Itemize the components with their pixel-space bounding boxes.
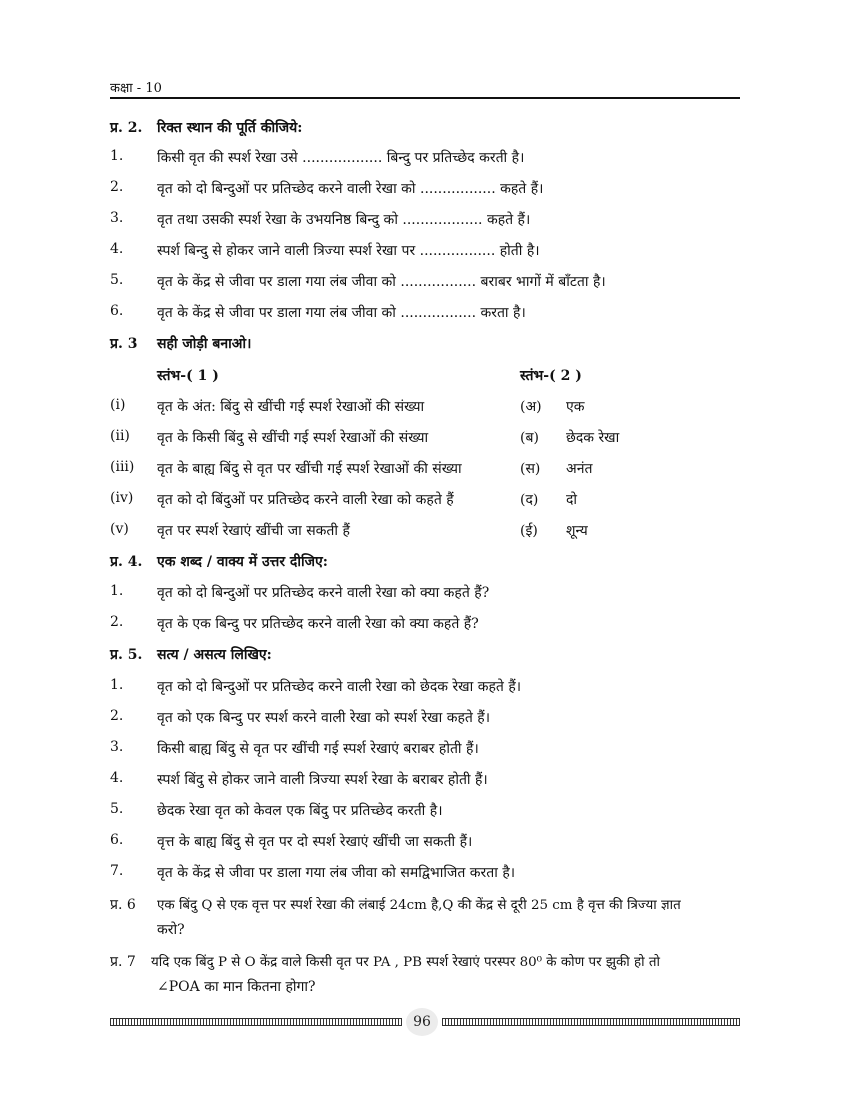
q3-number: प्र. 3	[110, 336, 138, 352]
q5-item-text: वृत को दो बिन्दुओं पर प्रतिच्छेद करने वाली रेखा को छेदक रेखा कहते हैं।	[157, 679, 522, 695]
q2-item-text: वृत के केंद्र से जीवा पर डाला गया लंब जीवा को ................. करता है।	[157, 305, 526, 321]
q5-item-number: 6.	[110, 832, 124, 848]
match-row-left: वृत के किसी बिंदु से खींची गई स्पर्श रेखाओं की संख्या	[157, 430, 429, 446]
column-1-header: स्तंभ-( 1 )	[157, 368, 219, 384]
match-row-key: (ई)	[520, 523, 538, 539]
header-rule	[110, 97, 740, 99]
q2-title: रिक्त स्थान की पूर्ति कीजिये:	[157, 120, 303, 136]
match-row-number: (iii)	[110, 459, 135, 475]
q5-item-number: 7.	[110, 863, 124, 879]
q5-item-number: 3.	[110, 739, 124, 755]
q5-item-text: किसी बाह्य बिंदु से वृत पर खींची गई स्पर्श रेखाएं बराबर होती हैं।	[157, 741, 479, 757]
match-row-left: वृत पर स्पर्श रेखाएं खींची जा सकती हैं	[157, 523, 350, 539]
q6-text-line-2: करो?	[157, 922, 185, 938]
q3-title: सही जोड़ी बनाओ।	[157, 336, 252, 352]
match-row-left: वृत को दो बिंदुओं पर प्रतिच्छेद करने वाली रेखा को कहते हैं	[157, 492, 454, 508]
q4-title: एक शब्द / वाक्य में उत्तर दीजिए:	[157, 554, 328, 570]
match-row-right: एक	[566, 399, 585, 415]
match-row-number: (iv)	[110, 490, 134, 506]
q2-item-text: वृत के केंद्र से जीवा पर डाला गया लंब जीवा को ................. बराबर भागों में बाँटता है।	[157, 274, 606, 290]
q5-title: सत्य / असत्य लिखिए:	[157, 647, 272, 663]
q5-item-text: वृत को एक बिन्दु पर स्पर्श करने वाली रेखा को स्पर्श रेखा कहते हैं।	[157, 710, 491, 726]
q2-item-number: 6.	[110, 303, 124, 319]
q7-text-line-2: ∠POA का मान कितना होगा?	[157, 979, 316, 995]
q5-item-number: 2.	[110, 708, 124, 724]
q2-item-number: 4.	[110, 241, 124, 257]
q5-item-text: वृत्त के बाह्य बिंदु से वृत पर दो स्पर्श रेखाएं खींची जा सकती हैं।	[157, 834, 473, 850]
q6-text-line-1: एक बिंदु Q से एक वृत्त पर स्पर्श रेखा की लंबाई 24cm है,Q की केंद्र से दूरी 25 cm है वृत्त की त्रिज्या ज्ञात	[157, 898, 681, 913]
q2-item-text: वृत को दो बिन्दुओं पर प्रतिच्छेद करने वाली रेखा को ................. कहते हैं।	[157, 181, 544, 197]
match-row-key: (द)	[520, 492, 539, 508]
match-row-left: वृत के अंत: बिंदु से खींची गई स्पर्श रेखाओं की संख्या	[157, 399, 425, 415]
match-row-key: (अ)	[520, 399, 542, 415]
match-row-left: वृत के बाह्य बिंदु से वृत पर खींची गई स्पर्श रेखाओं की संख्या	[157, 461, 462, 477]
q2-number: प्र. 2.	[110, 120, 143, 136]
q2-item-text: वृत तथा उसकी स्पर्श रेखा के उभयनिष्ठ बिन्दु को .................. कहते हैं।	[157, 212, 531, 228]
column-2-header: स्तंभ-( 2 )	[520, 368, 582, 384]
class-label: कक्षा - 10	[110, 81, 162, 96]
q5-item-text: छेदक रेखा वृत को केवल एक बिंदु पर प्रतिच्छेद करती है।	[157, 803, 443, 819]
q5-item-number: 5.	[110, 801, 124, 817]
match-row-number: (i)	[110, 397, 126, 413]
q4-item-text: वृत के एक बिन्दु पर प्रतिच्छेद करने वाली रेखा को क्या कहते हैं?	[157, 616, 479, 632]
page-number: 96	[406, 1008, 438, 1036]
match-row-right: शून्य	[566, 523, 588, 539]
q2-item-number: 2.	[110, 179, 124, 195]
q2-item-text: स्पर्श बिन्दु से होकर जाने वाली त्रिज्या स्पर्श रेखा पर ................. होती है।	[157, 243, 540, 259]
match-row-right: अनंत	[566, 461, 593, 477]
q2-item-number: 3.	[110, 210, 124, 226]
match-row-number: (v)	[110, 521, 129, 537]
match-row-number: (ii)	[110, 428, 130, 444]
q4-item-text: वृत को दो बिन्दुओं पर प्रतिच्छेद करने वाली रेखा को क्या कहते हैं?	[157, 585, 490, 601]
q7-text-line-1: यदि एक बिंदु P से O केंद्र वाले किसी वृत पर PA , PB स्पर्श रेखाएं परस्पर 80⁰ के कोण पर झुकी हो तो	[151, 955, 660, 970]
q2-item-number: 5.	[110, 272, 124, 288]
footer-border-left	[110, 1018, 402, 1026]
match-row-right: छेदक रेखा	[566, 430, 620, 446]
match-row-key: (ब)	[520, 430, 539, 446]
q7-number: प्र. 7	[110, 954, 136, 970]
q5-item-number: 4.	[110, 770, 124, 786]
q5-item-number: 1.	[110, 677, 124, 693]
match-row-right: दो	[566, 492, 578, 508]
q5-item-text: स्पर्श बिंदु से होकर जाने वाली त्रिज्या स्पर्श रेखा के बराबर होती हैं।	[157, 772, 488, 788]
footer-border-right	[442, 1018, 740, 1026]
q5-number: प्र. 5.	[110, 647, 143, 663]
q5-item-text: वृत के केंद्र से जीवा पर डाला गया लंब जीवा को समद्विभाजित करता है।	[157, 865, 516, 881]
match-row-key: (स)	[520, 461, 541, 477]
q6-number: प्र. 6	[110, 897, 136, 913]
q4-number: प्र. 4.	[110, 554, 143, 570]
q4-item-number: 1.	[110, 583, 124, 599]
q2-item-number: 1.	[110, 148, 124, 164]
q4-item-number: 2.	[110, 614, 124, 630]
q2-item-text: किसी वृत की स्पर्श रेखा उसे .................. बिन्दु पर प्रतिच्छेद करती है।	[157, 150, 525, 166]
